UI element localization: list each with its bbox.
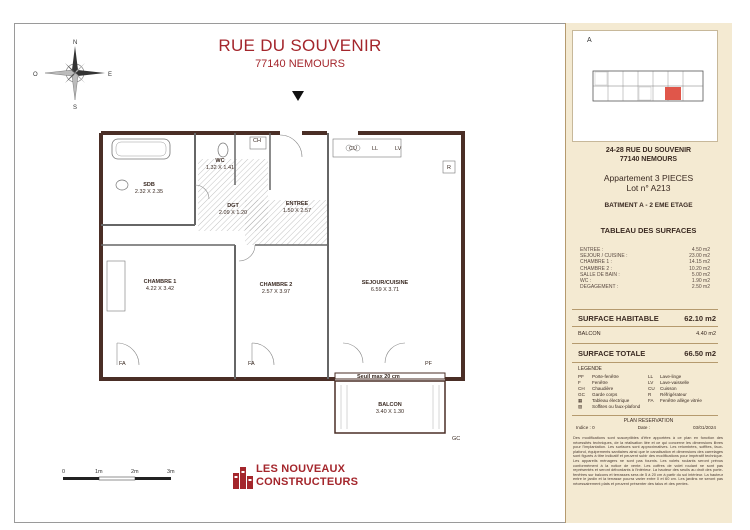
- room-wc: [190, 158, 250, 172]
- panel-apartment: [565, 173, 732, 193]
- reservation-index: Indice : 0: [576, 425, 595, 430]
- surface-habitable: [578, 314, 716, 323]
- apartment-lot: Lot n° A213: [626, 183, 671, 194]
- scale-label-3m: 3m: [167, 469, 175, 475]
- mark-ch: CH: [253, 138, 261, 144]
- room-name: SDB: [143, 182, 155, 188]
- mark-ll: LL: [372, 146, 379, 152]
- surface-label: ENTREE :: [580, 247, 604, 253]
- surface-value: 5.00 m2: [691, 271, 710, 278]
- legend-code: F: [578, 380, 581, 385]
- total-value: 66.50 m2: [684, 349, 716, 358]
- compass-south: S: [73, 105, 78, 111]
- surface-row: [580, 284, 710, 290]
- surface-label: CHAMBRE 2 :: [580, 265, 612, 272]
- surface-value: 2.50 m2: [691, 284, 710, 291]
- legend-text: Chaudière: [592, 386, 614, 391]
- room-sdb: [109, 182, 189, 196]
- compass-west: O: [33, 72, 38, 78]
- surface-totale: [578, 349, 716, 358]
- room-dims: 2.57 X 3.97: [261, 288, 291, 295]
- room-name: ENTREE: [285, 201, 309, 207]
- mark-cu: CU: [349, 146, 357, 152]
- scale-bar-drawing: [60, 460, 180, 490]
- apartment-type: Appartement 3 PIECES: [603, 173, 694, 183]
- surface-value: 23.00 m2: [689, 253, 710, 260]
- mark-lv: LV: [395, 146, 402, 152]
- legend-text: Réfrigérateur: [660, 392, 687, 397]
- room-dims: 2.32 X 2.35: [134, 188, 164, 195]
- room-name: WC: [215, 158, 225, 164]
- balcon-label: BALCON: [578, 331, 601, 337]
- legend-text: Garde corps: [592, 392, 618, 397]
- room-name: SEJOUR/CUISINE: [361, 280, 409, 286]
- room-dims: 1.50 X 2.57: [282, 207, 312, 214]
- room-name: CHAMBRE 2: [259, 282, 293, 288]
- surface-table-title: TABLEAU DES SURFACES: [600, 226, 697, 235]
- reservation-date-label: Date :: [637, 425, 650, 430]
- buildings-logo-icon: [232, 465, 254, 489]
- room-dims: 6.59 X 3.71: [370, 286, 400, 293]
- legend-code: R: [648, 392, 652, 397]
- room-dgt: [203, 203, 263, 217]
- room-dims: 2.09 X 1.20: [218, 209, 248, 216]
- brand-line1: LES NOUVEAUX: [256, 463, 346, 475]
- legend-text: Tableau électrique: [592, 398, 630, 403]
- surface-balcon: [578, 331, 716, 337]
- legend-text: Fenêtre allège vitrée: [660, 398, 702, 403]
- building-floor: BATIMENT A - 2 EME ETAGE: [604, 202, 693, 209]
- room-balcon: [360, 402, 420, 416]
- street-title: RUE DU SOUVENIR: [218, 36, 382, 55]
- disclaimer-note: Des modifications sont susceptibles d'être apportées à ce plan en fonction des nécessités techniques, de la réalisation liée et ce qui concerne les dimensions libres pour l'implantation. Les surfaces sont approximatives. Les retombées, soffites, faux-plafond, équipements sanitaires ainsi que le canalisation et dimensions des carrelages sont figurés à titre indicatif et peuvent subir des modifications pour impératif technique. Les appareils ménagers ne sont pas fournis. Les volets roulants seront prévus conformément à la notice de vente. Les coffres de volet roulant ne sont pas représentés et seront débordants à l'intérieur. La hauteur des seuils au droit des porte-fenêtres sur balcons et terrasses sera de 5 à 20 cm à partir du sol intérieur. La hauteur entre le jardin et la terrasse pourra varier entre 0 et 60 cm. Les jardins ne seront pas nécessairement plats et peuvent présenter des talus et des pentes.: [573, 435, 723, 486]
- reservation-title: PLAN RESERVATION: [623, 418, 674, 424]
- compass-rose-icon: [30, 36, 120, 111]
- legend-code: PF: [578, 374, 584, 379]
- mark-r: R: [447, 165, 451, 171]
- room-name: BALCON: [378, 402, 402, 408]
- building-minimap: [572, 30, 718, 142]
- legend-code: FA: [648, 398, 654, 403]
- surface-label: CHAMBRE 1 :: [580, 259, 612, 266]
- scale-label-2m: 2m: [131, 469, 139, 475]
- legend-text: Fenêtre: [592, 380, 608, 385]
- room-name: CHAMBRE 1: [143, 279, 177, 285]
- legend: [578, 374, 714, 410]
- surface-label: SALLE DE BAIN :: [580, 271, 620, 278]
- electric-panel-icon: ▦: [578, 398, 583, 403]
- habitable-value: 62.10 m2: [684, 314, 716, 323]
- scale-label-1m: 1m: [95, 469, 103, 475]
- mark-pf: PF: [425, 361, 433, 367]
- city-subtitle: 77140 NEMOURS: [255, 58, 345, 70]
- divider: [572, 343, 718, 344]
- legend-text: Porte-fenêtre: [592, 374, 619, 379]
- divider: [572, 309, 718, 310]
- legend-code: CU: [648, 386, 655, 391]
- habitable-label: SURFACE HABITABLE: [578, 314, 659, 323]
- legend-text: Lave-vaisselle: [660, 380, 690, 385]
- divider: [572, 326, 718, 327]
- surface-label: DEGAGEMENT :: [580, 284, 619, 291]
- surface-label: WC :: [580, 278, 592, 285]
- room-chambre1: [120, 279, 200, 293]
- room-dims: 3.40 X 1.30: [375, 408, 405, 415]
- soffit-hatch-icon: ▨: [578, 404, 583, 409]
- surface-label: SEJOUR / CUISINE :: [580, 253, 628, 260]
- minimap-floor-drawing: [573, 31, 717, 141]
- panel-address: [565, 146, 732, 164]
- reservation-row: [576, 425, 716, 430]
- scale-bar: [60, 460, 180, 490]
- room-entree: [267, 201, 327, 215]
- surface-list: [580, 247, 710, 290]
- floor-plan: [95, 125, 475, 445]
- room-dims: 1.32 X 1.41: [205, 164, 235, 171]
- balcon-value: 4.40 m2: [696, 331, 716, 337]
- legend-text: Cuisson: [660, 386, 677, 391]
- brand-logo-text: [256, 463, 358, 488]
- room-name: DGT: [227, 203, 239, 209]
- room-dims: 4.22 X 3.42: [145, 285, 175, 292]
- legend-code: LL: [648, 374, 654, 379]
- scale-label-0: 0: [62, 469, 66, 475]
- mark-gc: GC: [452, 436, 461, 442]
- surface-value: 10.20 m2: [689, 265, 710, 272]
- surface-value: 4.50 m2: [691, 247, 710, 253]
- mark-fa-chambre2: FA: [248, 361, 255, 367]
- legend-text: Soffites ou faux-plafond: [592, 404, 641, 409]
- room-chambre2: [241, 282, 311, 296]
- entrance-arrow-icon: [292, 91, 304, 101]
- minimap-building-letter: A: [587, 37, 592, 44]
- divider: [572, 362, 718, 363]
- brand-logo: [232, 461, 382, 495]
- divider: [572, 415, 718, 416]
- legend-text: Lave-linge: [660, 374, 682, 379]
- panel-address-line2: 77140 NEMOURS: [619, 156, 678, 164]
- legend-title: LEGENDE: [578, 366, 602, 372]
- mark-fa-chambre1: FA: [119, 361, 126, 367]
- seuil-label: Seuil max 20 cm: [357, 374, 400, 380]
- compass-east: E: [108, 72, 113, 78]
- brand-line2: CONSTRUCTEURS: [256, 475, 359, 488]
- surface-value: 14.15 m2: [689, 259, 710, 266]
- legend-row: [578, 404, 714, 410]
- panel-address-line1: 24-28 RUE DU SOUVENIR: [605, 147, 692, 154]
- legend-code: CH: [578, 386, 585, 391]
- total-label: SURFACE TOTALE: [578, 349, 646, 358]
- compass-north: N: [73, 40, 78, 46]
- reservation-date: 03/01/2024: [692, 425, 716, 430]
- legend-code: LV: [648, 380, 654, 385]
- legend-code: GC: [578, 392, 585, 397]
- room-sejour: [345, 280, 425, 294]
- surface-value: 1.90 m2: [691, 278, 710, 285]
